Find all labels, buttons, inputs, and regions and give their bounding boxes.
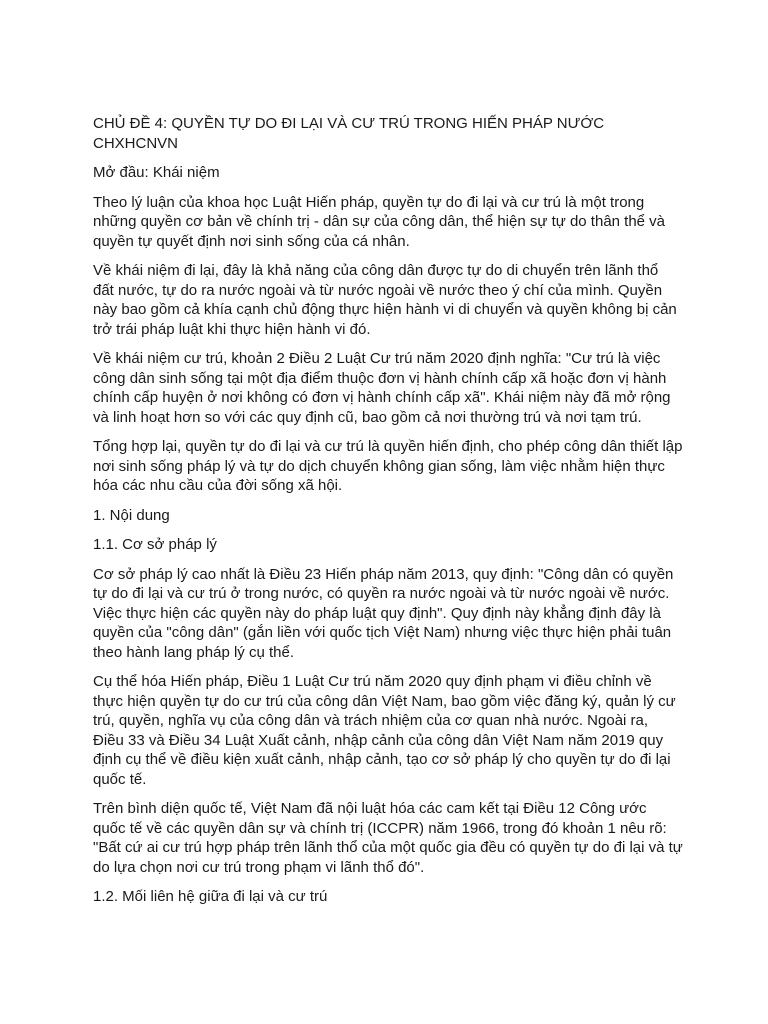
section-heading-intro: Mở đầu: Khái niệm — [93, 164, 220, 181]
subsection-heading-relationship: 1.2. Mối liên hệ giữa đi lại và cư trú — [93, 888, 328, 905]
document-title: CHỦ ĐỀ 4: QUYỀN TỰ DO ĐI LẠI VÀ CƯ TRÚ TRONG HIẾN PHÁP NƯỚC CHXHCNVN — [93, 115, 605, 152]
paragraph: Về khái niệm đi lại, đây là khả năng của công dân được tự do di chuyển trên lãnh thổ đất nước, tự do ra nước ngoài và từ nước ngoài về nước theo ý chí của mình. Quyền này bao gồm cả khía cạnh chủ động thực hiện hành vi di chuyển và quyền không bị cản trở trái pháp luật khi thực hiện hành vi đó. — [93, 262, 677, 338]
paragraph: Cụ thể hóa Hiến pháp, Điều 1 Luật Cư trú năm 2020 quy định phạm vi điều chỉnh về thực hiện quyền tự do cư trú của công dân Việt Nam, bao gồm việc đăng ký, quản lý cư trú, quyền, nghĩa vụ của công dân và trách nhiệm của cơ quan nhà nước. Ngoài ra, Điều 33 và Điều 34 Luật Xuất cảnh, nhập cảnh của công dân Việt Nam năm 2019 quy định cụ thể về điều kiện xuất cảnh, nhập cảnh, tạo cơ sở pháp lý cho quyền tự do đi lại quốc tế. — [93, 673, 676, 788]
paragraph: Về khái niệm cư trú, khoản 2 Điều 2 Luật Cư trú năm 2020 định nghĩa: "Cư trú là việc công dân sinh sống tại một địa điểm thuộc đơn vị hành chính cấp xã hoặc đơn vị hành chính cấp huyện ở nơi không có đơn vị hành chính cấp xã". Khái niệm này đã mở rộng và linh hoạt hơn so với các quy định cũ, bao gồm cả nơi thường trú và nơi tạm trú. — [93, 350, 671, 426]
section-heading-content: 1. Nội dung — [93, 506, 170, 524]
paragraph: Theo lý luận của khoa học Luật Hiến pháp, quyền tự do đi lại và cư trú là một trong những quyền cơ bản về chính trị - dân sự của công dân, thể hiện sự tự do thân thể và quyền tự quyết định nơi sinh sống của cá nhân. — [93, 193, 666, 250]
paragraph: Trên bình diện quốc tế, Việt Nam đã nội luật hóa các cam kết tại Điều 12 Công ước quốc tế về các quyền dân sự và chính trị (ICCPR) năm 1966, trong đó khoản 1 nêu rõ: "Bất cứ ai cư trú hợp pháp trên lãnh thổ của một quốc gia đều có quyền tự do đi lại và tự do lựa chọn nơi cư trú trong phạm vi lãnh thổ đó". — [93, 800, 683, 876]
document-page — [93, 114, 683, 917]
subsection-heading-legal-basis: 1.1. Cơ sở pháp lý — [93, 536, 217, 553]
paragraph: Cơ sở pháp lý cao nhất là Điều 23 Hiến pháp năm 2013, quy định: "Công dân có quyền tự do đi lại và cư trú ở trong nước, có quyền ra nước ngoài và từ nước ngoài về nước. Việc thực hiện các quyền này do pháp luật quy định". Quy định này khẳng định đây là quyền của "công dân" (gắn liền với quốc tịch Việt Nam) nhưng việc thực hiện phải tuân theo hành lang pháp lý cụ thể. — [93, 565, 674, 661]
paragraph: Tổng hợp lại, quyền tự do đi lại và cư trú là quyền hiến định, cho phép công dân thiết lập nơi sinh sống pháp lý và tự do dịch chuyển không gian sống, làm việc nhằm hiện thực hóa các nhu cầu của đời sống xã hội. — [93, 438, 683, 494]
